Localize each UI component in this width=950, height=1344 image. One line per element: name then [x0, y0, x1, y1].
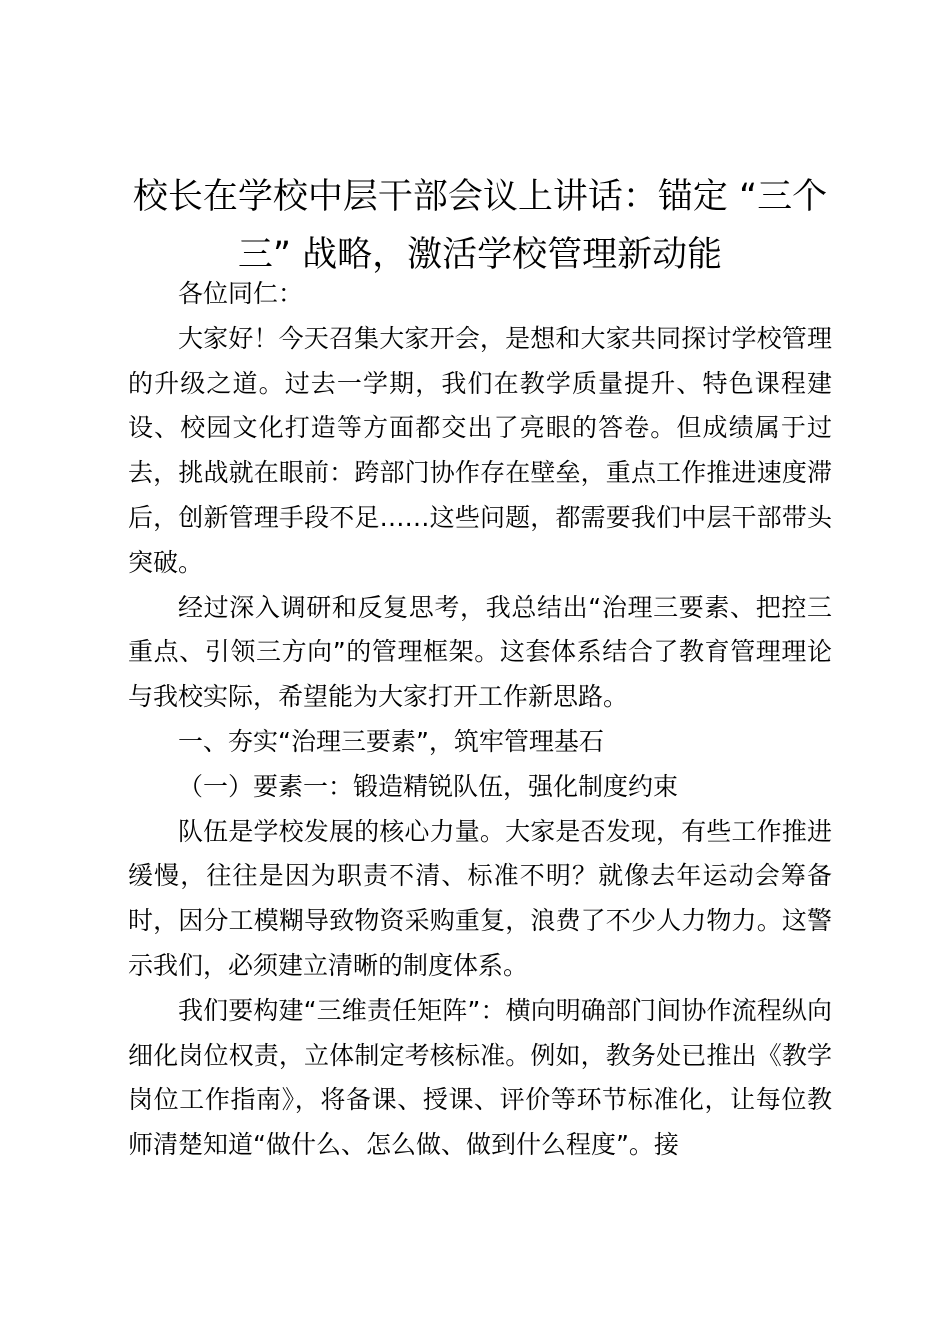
paragraph-matrix: 我们要构建“三维责任矩阵”：横向明确部门间协作流程纵向细化岗位权责，立体制定考核标准。例如，教务处已推出《教学岗位工作指南》，将备课、授课、评价等环节标准化，让每位教师清楚知道“做什么、怎么做、做到什么程度”。接 — [128, 995, 832, 1160]
paragraph-intro: 大家好！今天召集大家开会，是想和大家共同探讨学校管理的升级之道。过去一学期，我们在教学质量提升、特色课程建设、校园文化打造等方面都交出了亮眼的答卷。但成绩属于过去，挑战就在眼前：跨部门协作存在壁垒，重点工作推进速度滞后，创新管理手段不足……这些问题，都需要我们中层干部带头突破。 — [128, 323, 832, 577]
document-body — [128, 272, 832, 1168]
paragraph-team: 队伍是学校发展的核心力量。大家是否发现，有些工作推进缓慢，往往是因为职责不清、标准不明？就像去年运动会筹备时，因分工模糊导致物资采购重复，浪费了不少人力物力。这警示我们，必须建立清晰的制度体系。 — [128, 816, 832, 980]
document-title: 校长在学校中层干部会议上讲话：锚定 “三个三” 战略，激活学校管理新动能 — [132, 177, 828, 275]
paragraph-framework: 经过深入调研和反复思考，我总结出“治理三要素、把控三重点、引领三方向”的管理框架。这套体系结合了教育管理理论与我校实际，希望能为大家打开工作新思路。 — [128, 592, 832, 712]
subsection-heading: （一）要素一：锻造精锐队伍，强化制度约束 — [178, 771, 679, 801]
section-heading: 一、夯实“治理三要素”，筑牢管理基石 — [178, 726, 604, 756]
salutation: 各位同仁： — [178, 279, 304, 308]
